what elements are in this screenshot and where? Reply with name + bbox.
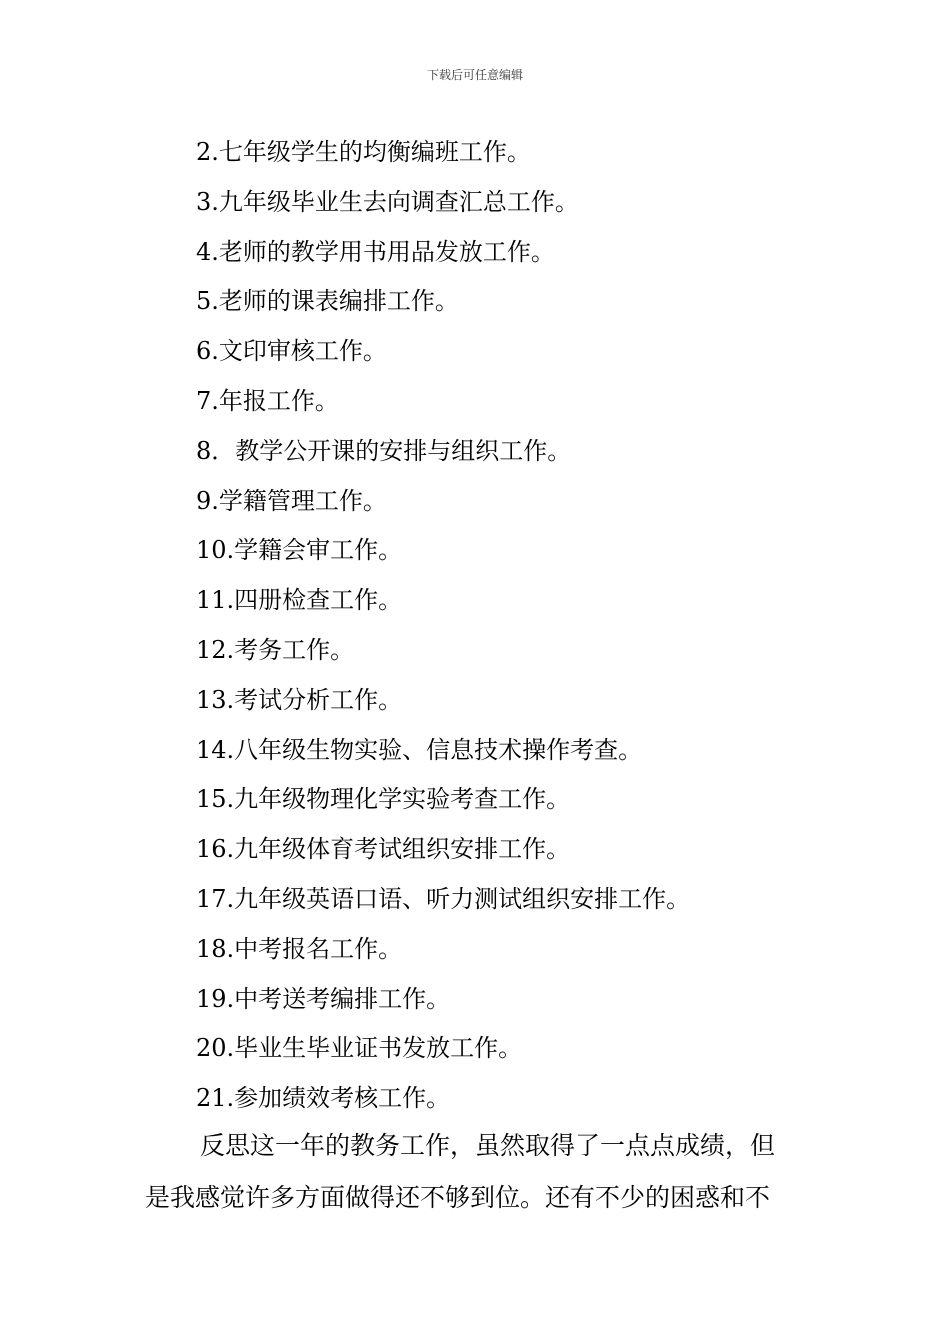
list-item: 6.文印审核工作。 <box>196 337 387 366</box>
list-item: 3.九年级毕业生去向调查汇总工作。 <box>196 187 579 216</box>
list-item: 12.考务工作。 <box>196 635 355 664</box>
list-item: 4.老师的教学用书用品发放工作。 <box>196 237 555 266</box>
work-item-list <box>196 128 690 1124</box>
reflection-paragraph <box>145 1120 805 1224</box>
list-item: 7.年报工作。 <box>196 386 339 415</box>
list-item: 11.四册检查工作。 <box>196 586 403 615</box>
paragraph-line: 是我感觉许多方面做得还不够到位。还有不少的困惑和不 <box>145 1183 771 1212</box>
list-item: 21.参加绩效考核工作。 <box>196 1084 451 1113</box>
paragraph-line: 反思这一年的教务工作，虽然取得了一点点成绩，但 <box>200 1131 776 1160</box>
list-item: 20.毕业生毕业证书发放工作。 <box>196 1034 523 1063</box>
list-item: 2.七年级学生的均衡编班工作。 <box>196 138 531 166</box>
list-item: 19.中考送考编排工作。 <box>196 984 451 1013</box>
list-item: 14.八年级生物实验、信息技术操作考查。 <box>196 735 643 764</box>
list-item: 18.中考报名工作。 <box>196 934 403 963</box>
list-item: 9.学籍管理工作。 <box>196 486 387 515</box>
list-item: 17.九年级英语口语、听力测试组织安排工作。 <box>196 884 691 913</box>
list-item: 16.九年级体育考试组织安排工作。 <box>196 835 571 864</box>
list-item: 13.考试分析工作。 <box>196 685 403 714</box>
list-item: 5.老师的课表编排工作。 <box>196 287 459 316</box>
list-item: 15.九年级物理化学实验考查工作。 <box>196 785 571 814</box>
page-header: 下载后可任意编辑 <box>426 68 523 82</box>
list-item: 10.学籍会审工作。 <box>196 536 403 565</box>
list-item: 8．教学公开课的安排与组织工作。 <box>196 436 572 465</box>
